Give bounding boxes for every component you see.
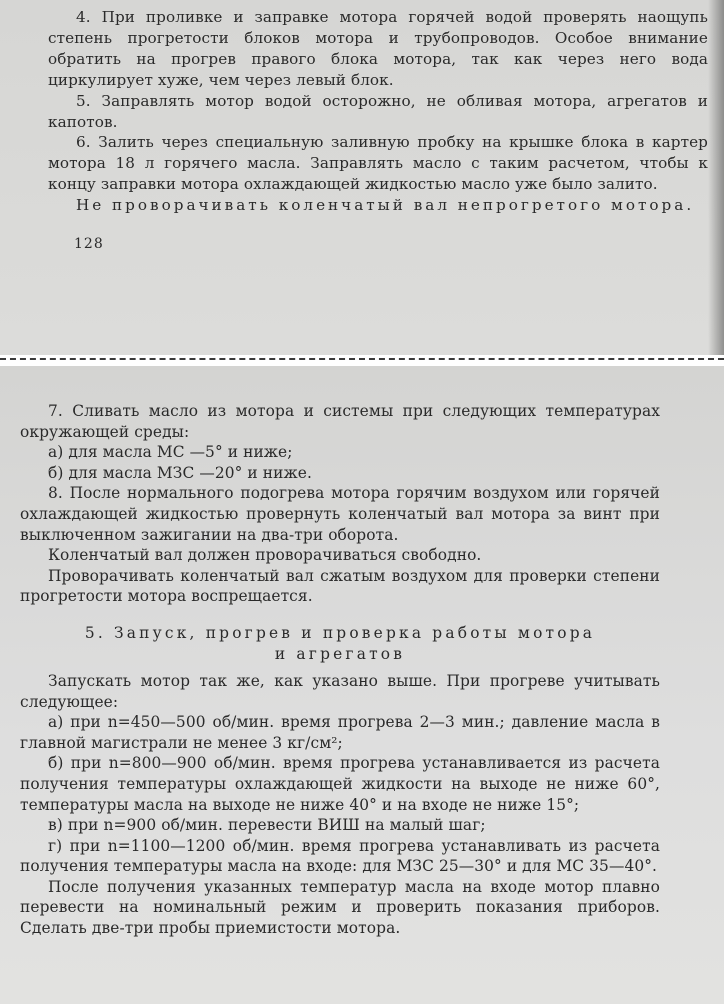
paragraph-8: 8. После нормального подогрева мотора горячим воздухом или горячей охлаждающей жидкостью провернуть коленчатый вал мотора за винт при выключенном зажигании на два-три оборота. (20, 484, 660, 544)
lower-page-text (20, 401, 660, 939)
paragraph-8-note: Коленчатый вал должен проворачиваться свободно. (48, 546, 482, 565)
paragraph-7: 7. Сливать масло из мотора и системы при следующих температурах окружающей среды: (20, 402, 660, 441)
paragraph-8-prohibition: Проворачивать коленчатый вал сжатым воздухом для проверки степени прогретости мотора воспрещается. (20, 566, 660, 606)
section-heading (20, 623, 660, 665)
startup-final: После получения указанных температур масла на входе мотор плавно перевести на номинальный режим и проверить показания приборов. Сделать две-три пробы приемистости мотора. (20, 877, 660, 938)
section-heading-line2: и агрегатов (274, 644, 406, 663)
startup-item-a: а) при n=450—500 об/мин. время прогрева 2—3 мин.; давление масла в главной магистрали не менее 3 кг/см²; (20, 713, 660, 752)
page-number: 128 (74, 236, 104, 253)
scan-divider (0, 358, 724, 360)
paragraph-5: 5. Заправлять мотор водой осторожно, не обливая мотора, агрегатов и капотов. (48, 91, 708, 131)
paragraph-4: 4. При проливке и заправке мотора горячей водой проверять наощупь степень прогретости блоков мотора и трубопроводов. Особое внимание обратить на прогрев правого блока мотора, так как через него вода циркулирует хуже, чем через левый блок. (48, 8, 708, 89)
startup-intro: Запускать мотор так же, как указано выше. При прогреве учитывать следующее: (20, 671, 660, 711)
paragraph-7a: а) для масла МС —5° и ниже; (48, 443, 293, 462)
startup-item-c: в) при n=900 об/мин. перевести ВИШ на малый шаг; (48, 816, 486, 835)
upper-page-scan (0, 0, 724, 355)
section-heading-line1: 5. Запуск, прогрев и проверка работы мотора (84, 623, 596, 642)
warning-paragraph: Не проворачивать коленчатый вал непрогретого мотора. (76, 196, 695, 215)
upper-page-text (48, 7, 708, 255)
startup-item-d: г) при n=1100—1200 об/мин. время прогрева устанавливать из расчета получения температуры масла на входе: для МЗС 25—30° и для МС 35—40°. (20, 836, 660, 876)
page-edge-shadow (708, 0, 724, 355)
startup-item-b: б) при n=800—900 об/мин. время прогрева устанавливается из расчета получения температуры охлаждающей жидкости на выходе не ниже 60°, температуры масла на выходе не ниже 40° и на входе не ниже 15°; (20, 754, 660, 814)
paragraph-6: 6. Залить через специальную заливную пробку на крышке блока в картер мотора 18 л горячего масла. Заправлять масло с таким расчетом, чтобы к концу заправки мотора охлаждающей жидкостью масло уже было залито. (48, 133, 708, 194)
paragraph-7b: б) для масла МЗС —20° и ниже. (48, 463, 312, 482)
